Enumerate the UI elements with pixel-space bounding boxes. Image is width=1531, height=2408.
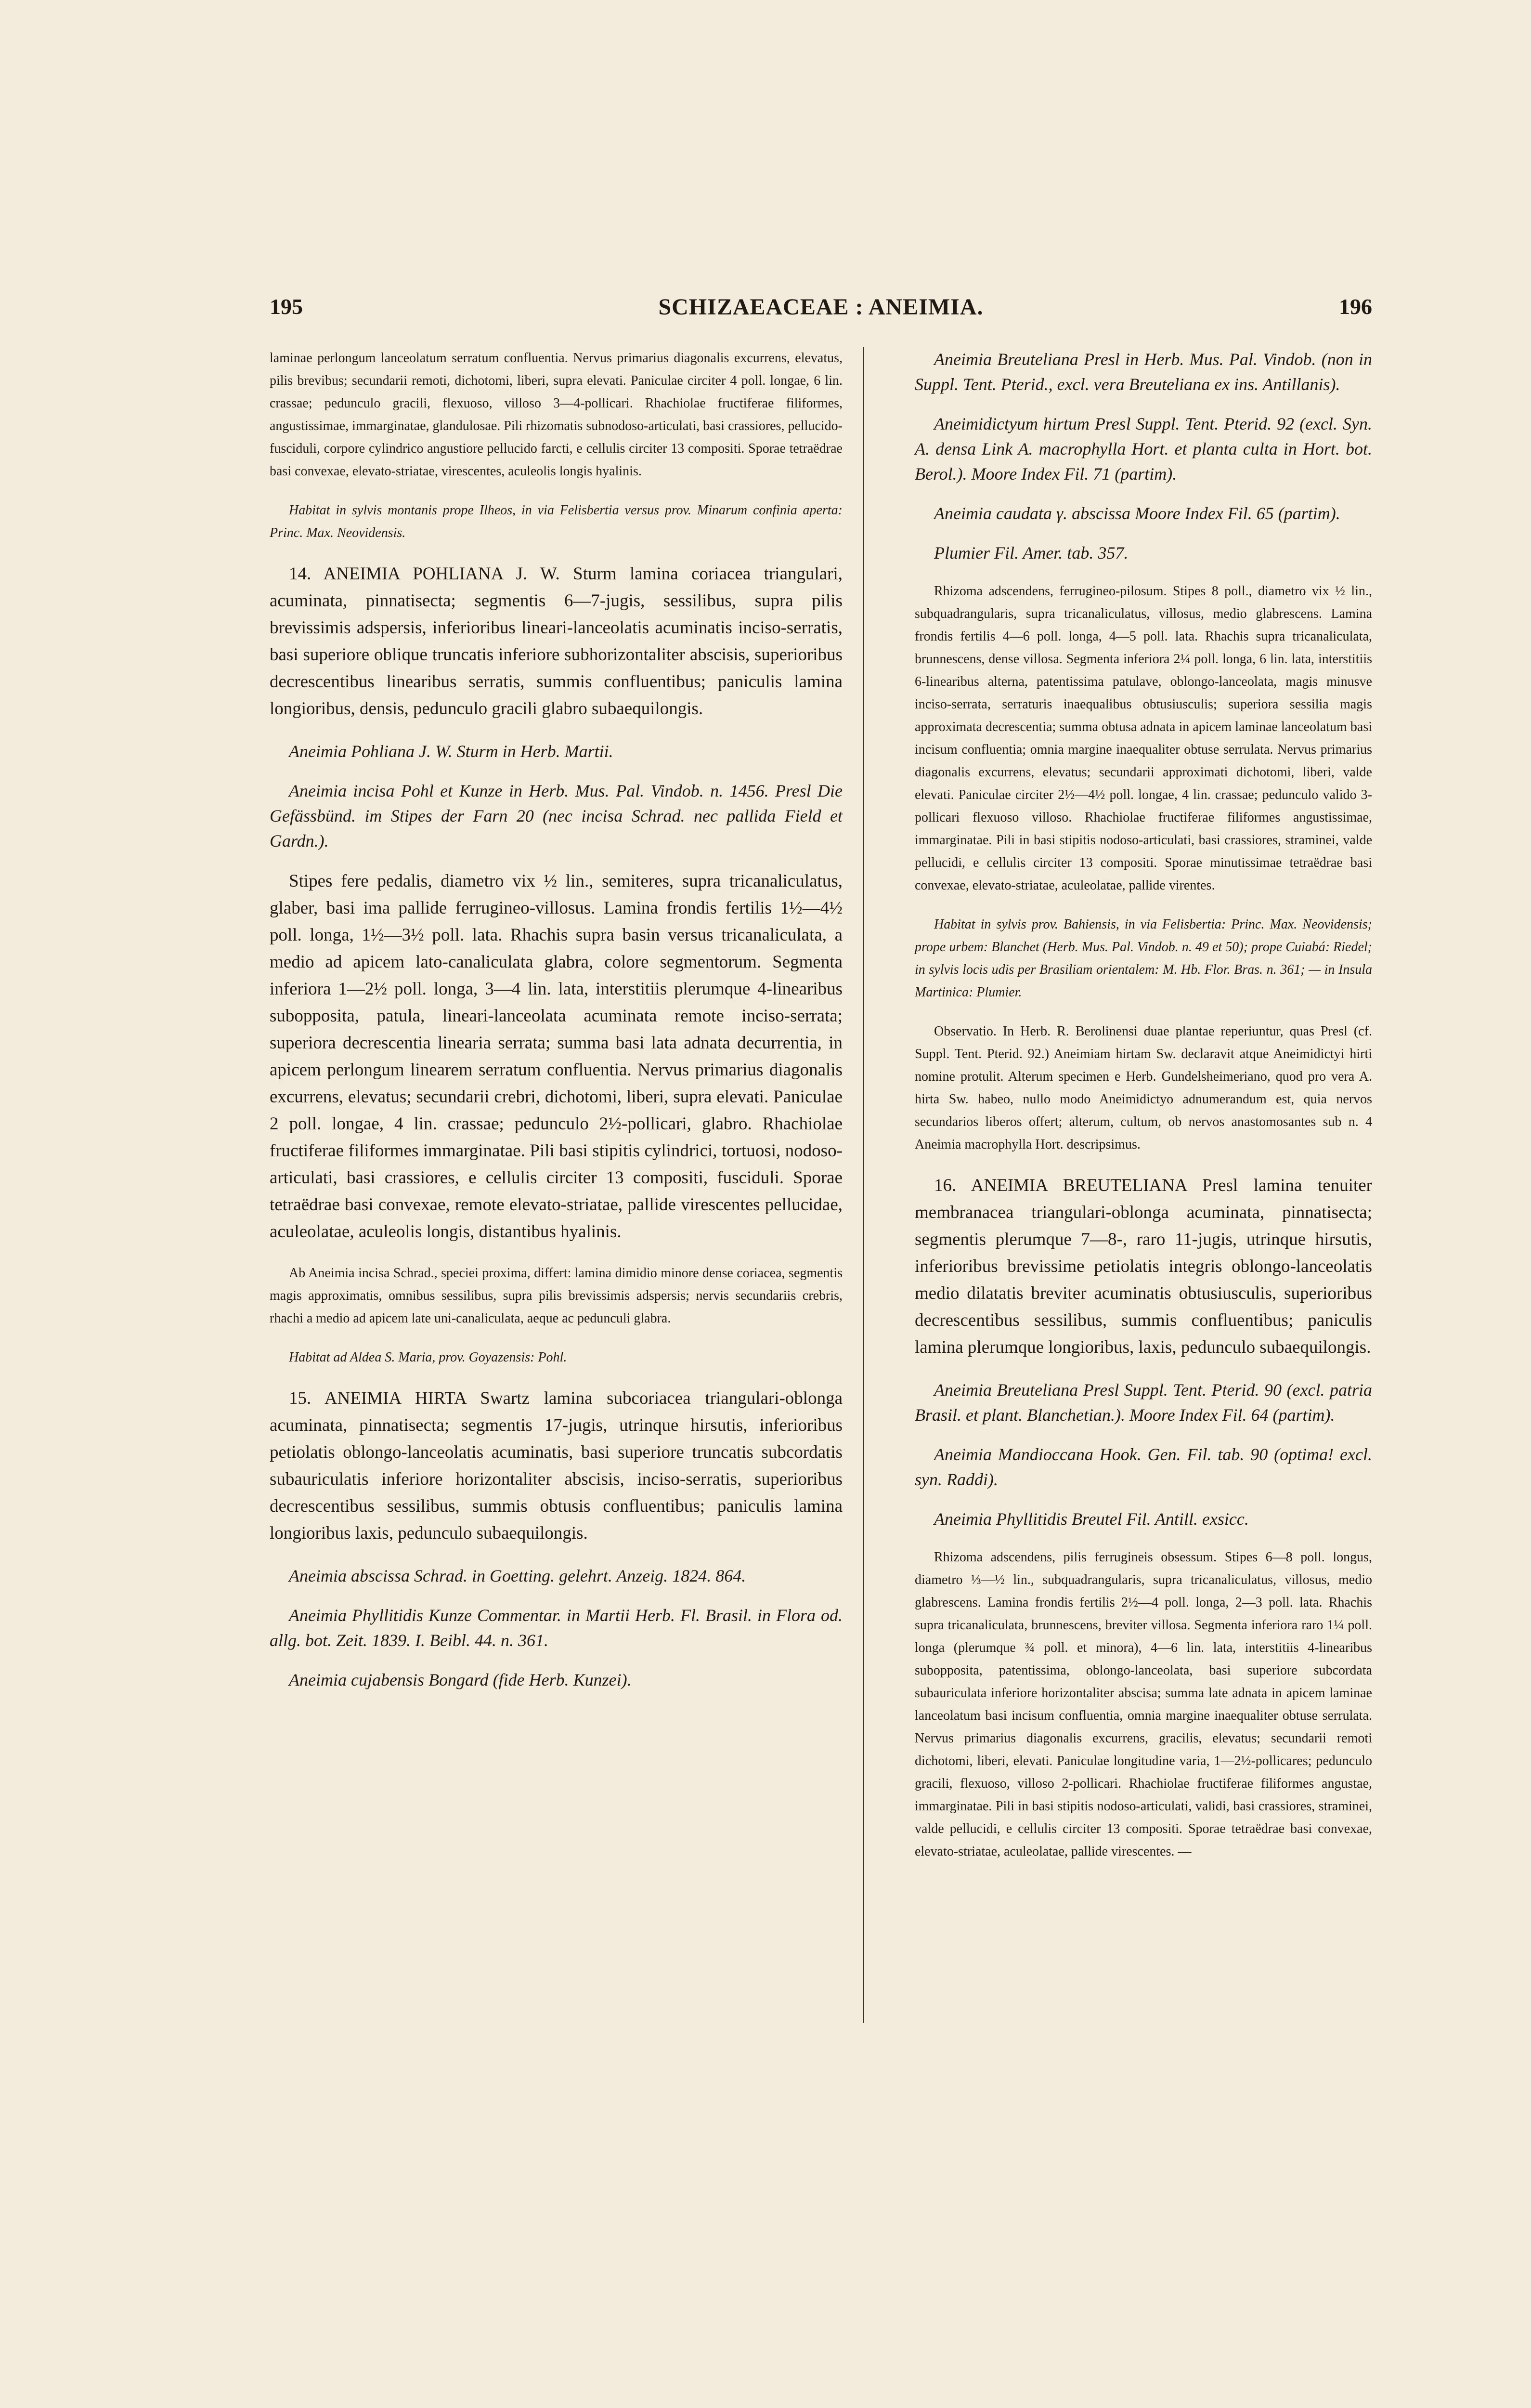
species-15-observation: Observatio. In Herb. R. Berolinensi duae plantae reperiuntur, quas Presl (cf. Suppl. Tent. Pterid. 92.) Aneimiam hirtam Sw. declaravit atque Aneimidictyi hirti nomine protulit. Alterum specimen e Herb. Gundelsheimeriano, quod pro vera A. hirta Sw. habeo, nullo modo Aneimidictyo adnumerandum est, quia nervos secundarios liberos offert; alterum, cultum, ob nervos anastomosantes sub n. 4 Aneimia macrophylla Hort. descripsimus. <box>915 1024 1372 1152</box>
synonym-16b: Aneimia Mandioccana Hook. Gen. Fil. tab. 90 (optima! excl. syn. Raddi). <box>915 1445 1372 1489</box>
species-15-description: Rhizoma adscendens, ferrugineo-pilosum. Stipes 8 poll., diametro vix ½ lin., subquadrangularis, supra tricanaliculatus, villosus, medio glabrescens. Lamina frondis fertilis 4—6 poll. longa, 4—5 poll. lata. Rhachis supra tricanaliculata, brunnescens, dense villosa. Segmenta inferiora 2¼ poll. longa, 6 lin. lata, interstitiis 6-linearibus alterna, patentissima patulave, oblongo-lanceolata, magis minusve inciso-serrata, serraturis inaequalibus obtusiusculis; superiora sessilia magis approximata decrescentia; summa obtusa adnata in apicem laminae lanceolatum basi incisum confluentia; omnia margine inaequaliter obtuse serrulata. Nervus primarius diagonalis excurrens, elevatus; secundarii approximati dichotomi, liberi, valde elevati. Paniculae circiter 2½—4½ poll. longae, 4 lin. crassae; pedunculo valido 3-pollicari flexuoso villoso. Rhachiolae fructiferae filiformes angustissimae, immarginatae. Pili in basi stipitis nodoso-articulati, basi crassiores, straminei, valde pellucidi, e cellulis circiter 13 compositi. Sporae minutissimae tetraëdrae basi convexae, elevato-striatae, aculeolatae, pallide virentes. <box>915 584 1372 893</box>
species-14-diagnosis: 14. ANEIMIA POHLIANA J. W. Sturm lamina coriacea triangulari, acuminata, pinnatisecta; segmentis 6—7-jugis, sessilibus, supra pilis brevissimis adspersis, inferioribus lineari-lanceolatis acuminatis inciso-serratis, basi superiore oblique truncatis inferiore subhorizontaliter abscisis, superioribus decrescentibus linearibus serratis, summis confluentibus; paniculis lamina longioribus, densis, pedunculo gracili glabro subaequilongis. <box>270 564 843 719</box>
species-15-diagnosis: 15. ANEIMIA HIRTA Swartz lamina subcoriacea triangulari-oblonga acuminata, pinnatisecta; segmentis 17-jugis, utrinque hirsutis, inferioribus petiolatis oblongo-lanceolatis acuminatis, basi superiore truncatis subcordatis subauriculatis inferiore horizontaliter abscisis, inciso-serratis, superioribus decrescentibus sessilibus, summis obtusis confluentibus; paniculis lamina longioribus laxis, pedunculo subaequilongis. <box>270 1388 843 1543</box>
species-14-description: Stipes fere pedalis, diametro vix ½ lin., semiteres, supra tricanaliculatus, glaber, basi ima pallide ferrugineo-villosus. Lamina frondis fertilis 1½—4½ poll. longa, 1½—3½ poll. lata. Rhachis supra basin versus tricanaliculata, a medio ad apicem lato-canaliculata glabra, colore segmentorum. Segmenta inferiora 1—2½ poll. longa, 3—4 lin. lata, interstitiis plerumque 4-linearibus subopposita, patula, lineari-lanceolata acuminata remote inciso-serrata; superiora decrescentia linearia serrata; summa basi lata adnata decurrentia, in apicem perlongum linearem serratum confluentia. Nervus primarius diagonalis excurrens, elevatus; secundarii crebri, dichotomi, liberi, supra elevati. Paniculae 2 poll. longae, 4 lin. crassae; pedunculo 2½-pollicari, glabro. Rhachiolae fructiferae filiformes immarginatae. Pili basi stipitis cylindrici, tortuosi, nodoso-articulati, basi crassiores, e cellulis circiter 13 compositi, fusciduli. Sporae tetraëdrae basi convexae, remote elevato-striatae, pallide virescentes pellucidae, aculeolatae, aculeolis longis, distantibus hyalinis. <box>270 871 843 1242</box>
running-title: SCHIZAEACEAE : ANEIMIA. <box>658 294 984 320</box>
left-column <box>270 347 843 1707</box>
species-16-description: Rhizoma adscendens, pilis ferrugineis obsessum. Stipes 6—8 poll. longus, diametro ⅓—½ lin., subquadrangularis, supra tricanaliculatus, villosus, medio glabrescens. Lamina frondis fertilis 2½—4 poll. longa, 2—3 poll. lata. Rhachis supra tricanaliculata, brunnescens, breviter villosa. Segmenta inferiora raro 1¼ poll. longa (plerumque ¾ poll. et minora), 4—6 lin. lata, interstitiis 4-linearibus subopposita, patentissima, oblongo-lanceolata, basi superiore subcordata subauriculata inferiore horizontaliter abscisa; summa late adnata in apicem laminae lanceolatum basi incisum confluentia, omnia margine inaequaliter obtuse serrulata. Nervus primarius diagonalis excurrens, gracilis, elevatus; secundarii remoti dichotomi, liberi, elevati. Paniculae longitudine varia, 1—2½-pollicares; pedunculo gracili, flexuoso, villoso 2-pollicari. Rhachiolae fructiferae filiformes angustae, immarginatae. Pili in basi stipitis nodoso-articulati, validi, basi crassiores, straminei, valde pellucidi, e cellulis circiter 13 compositi. Sporae tetraëdrae basi convexae, elevato-striatae, aculeolatae, pallide virescentes. — <box>915 1550 1372 1859</box>
synonym-14a: Aneimia Pohliana J. W. Sturm in Herb. Martii. <box>289 742 613 761</box>
synonym-16c: Aneimia Phyllitidis Breutel Fil. Antill. exsicc. <box>934 1509 1249 1529</box>
synonym-15g: Plumier Fil. Amer. tab. 357. <box>934 543 1129 563</box>
continued-description: laminae perlongum lanceolatum serratum confluentia. Nervus primarius diagonalis excurrens, elevatus, pilis brevibus; secundarii remoti, dichotomi, liberi, supra elevati. Paniculae circiter 4 poll. longae, 6 lin. crassae; pedunculo gracili, flexuoso, villoso 3—4-pollicari. Rhachiolae fructiferae filiformes, angustissimae, immarginatae, glandulosae. Pili rhizomatis subnodoso-articulati, basi crassiores, pellucido-fusciduli, corpore cylindrico angustiore pellucido farcti, e cellulis circiter 13 compositi. Sporae tetraëdrae basi convexae, elevato-striatae, virescentes, aculeolis longis hyalinis. <box>270 351 843 479</box>
synonym-14b: Aneimia incisa Pohl et Kunze in Herb. Mus. Pal. Vindob. n. 1456. Presl Die Gefässbünd. im Stipes der Farn 20 (nec incisa Schrad. nec pallida Field et Gardn.). <box>270 781 843 851</box>
species-14-note: Ab Aneimia incisa Schrad., speciei proxima, differt: lamina dimidio minore dense coriacea, segmentis magis approximatis, omnibus sessilibus, supra pilis brevissimis adspersis; nervis secundariis crebris, rhachi a medio ad apicem late uni-canaliculata, aeque ac pedunculi glabra. <box>270 1266 843 1326</box>
habitat-14: Habitat ad Aldea S. Maria, prov. Goyazensis: Pohl. <box>289 1350 567 1365</box>
synonym-15e: Aneimidictyum hirtum Presl Suppl. Tent. Pterid. 92 (excl. Syn. A. densa Link A. macrophylla Hort. et planta culta in Hort. bot. Berol.). Moore Index Fil. 71 (partim). <box>915 414 1372 484</box>
page-header <box>270 294 1372 332</box>
column-divider <box>863 347 864 2023</box>
synonym-15d: Aneimia Breuteliana Presl in Herb. Mus. Pal. Vindob. (non in Suppl. Tent. Pterid., excl. vera Breuteliana ex ins. Antillanis). <box>915 350 1372 394</box>
synonym-15f: Aneimia caudata γ. abscissa Moore Index Fil. 65 (partim). <box>934 504 1340 523</box>
synonym-15c: Aneimia cujabensis Bongard (fide Herb. Kunzei). <box>289 1670 632 1689</box>
synonym-15a: Aneimia abscissa Schrad. in Goetting. gelehrt. Anzeig. 1824. 864. <box>289 1566 746 1585</box>
page-number-left: 195 <box>270 294 303 319</box>
synonym-15b: Aneimia Phyllitidis Kunze Commentar. in Martii Herb. Fl. Brasil. in Flora od. allg. bot. Zeit. 1839. I. Beibl. 44. n. 361. <box>270 1606 843 1650</box>
synonym-16a: Aneimia Breuteliana Presl Suppl. Tent. Pterid. 90 (excl. patria Brasil. et plant. Blanchetian.). Moore Index Fil. 64 (partim). <box>915 1380 1372 1425</box>
right-column <box>915 347 1372 1879</box>
habitat-13: Habitat in sylvis montanis prope Ilheos, in via Felisbertia versus prov. Minarum confinia aperta: Princ. Max. Neovidensis. <box>270 503 843 540</box>
habitat-15: Habitat in sylvis prov. Bahiensis, in via Felisbertia: Princ. Max. Neovidensis; prope urbem: Blanchet (Herb. Mus. Pal. Vindob. n. 49 et 50); prope Cuiabá: Riedel; in sylvis locis udis per Brasiliam orientalem: M. Hb. Flor. Bras. n. 361; — in Insula Martinica: Plumier. <box>915 917 1372 1000</box>
species-16-diagnosis: 16. ANEIMIA BREUTELIANA Presl lamina tenuiter membranacea triangulari-oblonga acuminata, pinnatisecta; segmentis plerumque 7—8-, raro 11-jugis, utrinque hirsutis, inferioribus brevissime petiolatis integris oblongo-lanceolatis medio dilatatis breviter acuminatis obtusiusculis, superioribus decrescentibus sessilibus, summis confluentibus; paniculis lamina plerumque longioribus, laxis, pedunculo subaequilongis. <box>915 1176 1372 1357</box>
page-number-right: 196 <box>1339 294 1372 319</box>
